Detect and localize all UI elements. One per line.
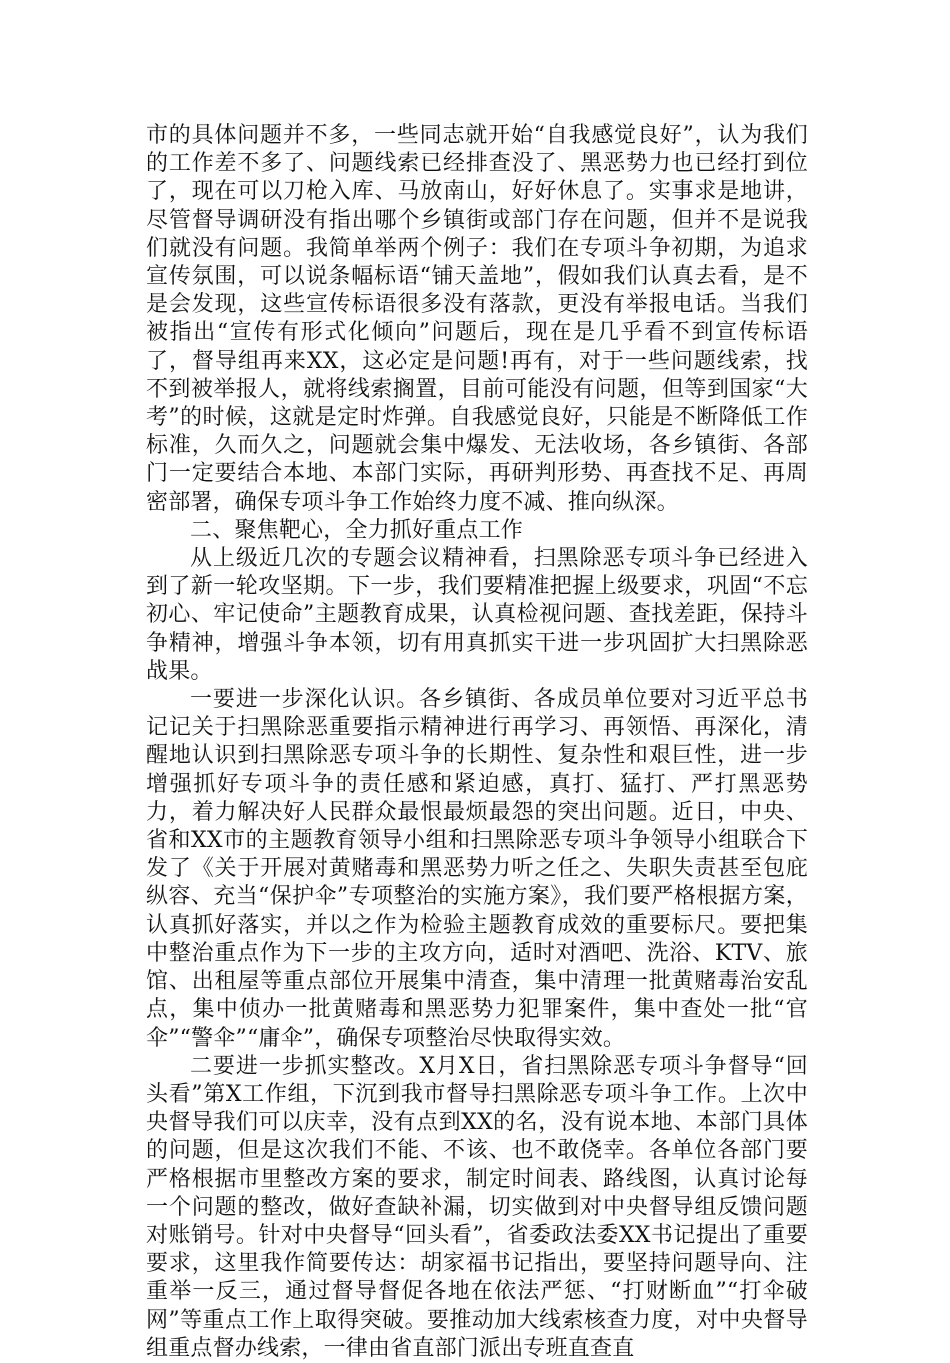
section-heading: 二、聚焦靶心，全力抓好重点工作 [190,517,524,543]
body-paragraph-2: 从上级近几次的专题会议精神看，扫黑除恶专项斗争已经进入到了新一轮攻坚期。下一步，我们要精准把握上级要求，巩固“不忘初心、牢记使命”主题教育成果，认真检视问题、查找差距，保持斗争精神，增强斗争本领，切有用真抓实干进一步巩固扩大扫黑除恶战果。 [146,546,808,684]
body-paragraph-3: 一要进一步深化认识。各乡镇街、各成员单位要对习近平总书记记关于扫黑除恶重要指示精神进行再学习、再领悟、再深化，清醒地认识到扫黑除恶专项斗争的长期性、复杂性和艰巨性，进一步增强抓好专项斗争的责任感和紧迫感，真打、猛打、严打黑恶势力，着力解决好人民群众最恨最烦最怨的突出问题。近日，中央、省和XX市的主题教育领导小组和扫黑除恶专项斗争领导小组联合下发了《关于开展对黄赌毒和黑恶势力听之任之、失职失责甚至包庇纵容、充当“保护伞”专项整治的实施方案》，我们要严格根据方案，认真抓好落实，并以之作为检验主题教育成效的重要标尺。要把集中整治重点作为下一步的主攻方向，适时对酒吧、洗浴、KTV、旅馆、出租屋等重点部位开展集中清查，集中清理一批黄赌毒治安乱点，集中侦办一批黄赌毒和黑恶势力犯罪案件，集中查处一批“官伞”“警伞”“庸伞”，确保专项整治尽快取得实效。 [146,687,808,1051]
document-page [146,122,808,1363]
body-paragraph-4: 二要进一步抓实整改。X月X日，省扫黑除恶专项斗争督导“回头看”第X工作组，下沉到我市督导扫黑除恶专项斗争工作。上次中央督导我们可以庆幸，没有点到XX的名，没有说本地、本部门具体的问题，但是这次我们不能、不该、也不敢侥幸。各单位各部门要严格根据市里整改方案的要求，制定时间表、路线图，认真讨论每一个问题的整改，做好查缺补漏，切实做到对中央督导组反馈问题对账销号。针对中央督导“回头看”，省委政法委XX书记提出了重要要求，这里我作简要传达：胡家福书记指出，要坚持问题导向、注重举一反三，通过督导督促各地在依法严惩、“打财断血”“打伞破网”等重点工作上取得突破。要推动加大线索核查力度，对中央督导组重点督办线索，一律由省直部门派出专班直查直 [146,1053,808,1361]
body-paragraph-1: 市的具体问题并不多，一些同志就开始“自我感觉良好”，认为我们的工作差不多了、问题线索已经排查没了、黑恶势力也已经打到位了，现在可以刀枪入库、马放南山，好好休息了。实事求是地讲，尽管督导调研没有指出哪个乡镇街或部门存在问题，但并不是说我们就没有问题。我简单举两个例子：我们在专项斗争初期，为追求宣传氛围，可以说条幅标语“铺天盖地”，假如我们认真去看，是不是会发现，这些宣传标语很多没有落款，更没有举报电话。当我们被指出“宣传有形式化倾向”问题后，现在是几乎看不到宣传标语了，督导组再来XX，这必定是问题!再有，对于一些问题线索，找不到被举报人，就将线索搁置，目前可能没有问题，但等到国家“大考”的时候，这就是定时炸弹。自我感觉良好，只能是不断降低工作标准，久而久之，问题就会集中爆发、无法收场，各乡镇街、各部门一定要结合本地、本部门实际，再研判形势、再查找不足、再周密部署，确保专项斗争工作始终力度不减、推向纵深。 [146,123,808,515]
